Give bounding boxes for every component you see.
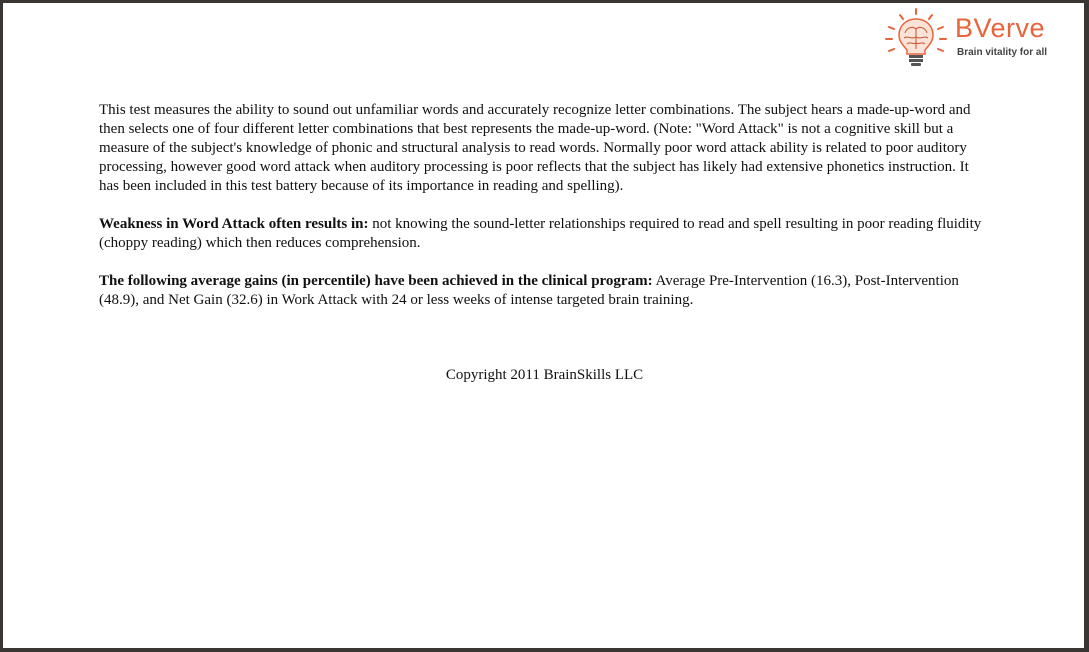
bverve-logo	[883, 7, 1079, 69]
brand-name: BVerve	[955, 13, 1046, 43]
lightbulb-brain-icon	[883, 7, 949, 69]
weakness-paragraph	[99, 215, 987, 253]
gains-label: The following average gains (in percentile) have been achieved in the clinical program:	[99, 273, 653, 289]
copyright-notice: Copyright 2011 BrainSkills LLC	[445, 367, 644, 383]
gains-paragraph	[99, 272, 987, 310]
brand-tagline: Brain vitality for all	[957, 47, 1048, 58]
report-body	[99, 101, 987, 329]
weakness-label: Weakness in Word Attack often results in:	[99, 216, 369, 232]
gains-text: Average Pre-Intervention (16.3), Post-Intervention (48.9), and Net Gain (32.6) in Work Attack with 24 or less weeks of intense targeted brain training.	[99, 273, 959, 308]
intro-paragraph: This test measures the ability to sound out unfamiliar words and accurately recognize letter combinations. The subject hears a made-up-word and then selects one of four different letter combinations that best represents the made-up-word. (Note: "Word Attack" is not a cognitive skill but a measure of the subject's knowledge of phonic and structural analysis to read words. Normally poor word attack ability is related to poor auditory processing, however good word attack when auditory processing is poor reflects that the subject has likely had extensive phonetics instruction. It has been included in this test battery because of its importance in reading and spelling).	[99, 102, 971, 194]
weakness-text: not knowing the sound-letter relationships required to read and spell resulting in poor reading fluidity (choppy reading) which then reduces comprehension.	[99, 216, 982, 251]
document-page	[3, 3, 1084, 648]
